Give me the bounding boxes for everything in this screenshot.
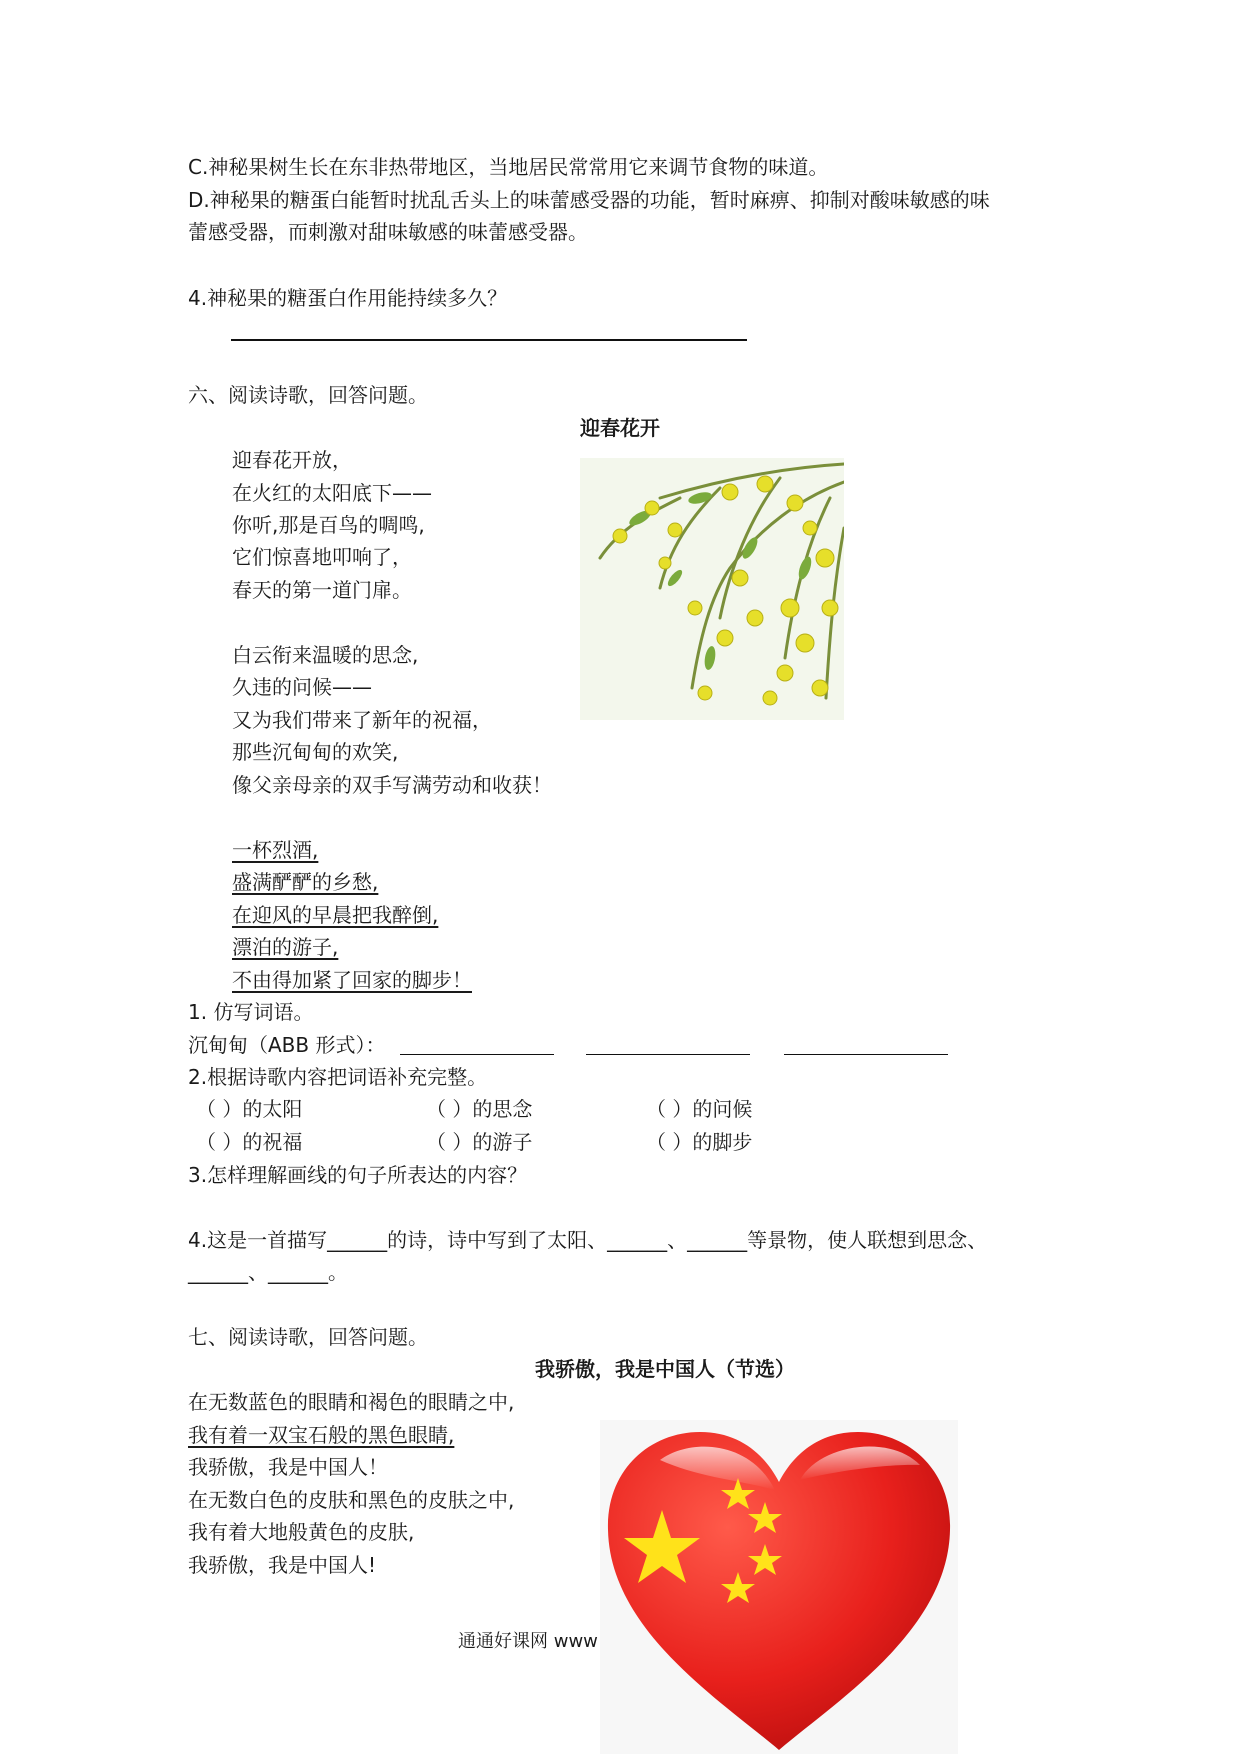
poem-title-yingchun: 迎春花开 — [580, 416, 660, 440]
poem-line: 又为我们带来了新年的祝福， — [232, 708, 492, 732]
answer-blank-line[interactable] — [231, 339, 747, 341]
question-3: 3.怎样理解画线的句子所表达的内容？ — [188, 1163, 528, 1187]
fill-in-blank: （ ）的太阳 — [196, 1097, 303, 1121]
poem-line: 在无数蓝色的眼睛和褐色的眼睛之中, — [188, 1390, 515, 1414]
poem-line: 春天的第一道门扉。 — [232, 578, 412, 602]
footer-text: 通通好课网 www — [458, 1631, 598, 1652]
winter-jasmine-illustration — [580, 458, 844, 720]
poem-line: 我骄傲，我是中国人！ — [188, 1455, 388, 1479]
fill-in-blank: （ ）的祝福 — [196, 1130, 303, 1154]
underlined-poem-line: 我有着一双宝石般的黑色眼睛, — [188, 1423, 455, 1447]
question-2: 2.根据诗歌内容把词语补充完整。 — [188, 1065, 488, 1089]
question-1: 1. 仿写词语。 — [188, 1000, 314, 1024]
answer-blank-2[interactable] — [586, 1054, 750, 1055]
question-4-line1: 4.这是一首描写______的诗，诗中写到了太阳、______、______等景物，使人联想到思念、 — [188, 1228, 988, 1252]
poem-line: 迎春花开放， — [232, 448, 352, 472]
fill-in-blank: （ ）的游子 — [426, 1130, 533, 1154]
poem-line: 在无数白色的皮肤和黑色的皮肤之中, — [188, 1488, 515, 1512]
poem-line: 像父亲母亲的双手写满劳动和收获！ — [232, 773, 552, 797]
fill-in-blank: （ ）的思念 — [426, 1097, 533, 1121]
option-d-line1: D.神秘果的糖蛋白能暂时扰乱舌头上的味蕾感受器的功能，暂时麻痹、抑制对酸味敏感的味 — [188, 188, 990, 212]
option-d-line2: 蕾感受器，而刺激对甜味敏感的味蕾感受器。 — [188, 220, 588, 244]
heart-flag-illustration — [600, 1420, 958, 1754]
fill-in-blank: （ ）的问候 — [646, 1097, 753, 1121]
poem-line: 我有着大地般黄色的皮肤, — [188, 1520, 415, 1544]
section6-heading: 六、阅读诗歌，回答问题。 — [188, 383, 428, 407]
question-4-sec5: 4.神秘果的糖蛋白作用能持续多久？ — [188, 286, 508, 310]
poem-line: 白云衔来温暖的思念, — [232, 643, 419, 667]
poem-line: 在火红的太阳底下—— — [232, 481, 432, 505]
winter-jasmine-image — [580, 458, 844, 720]
option-c: C.神秘果树生长在东非热带地区，当地居民常常用它来调节食物的味道。 — [188, 155, 829, 179]
fill-in-blank: （ ）的脚步 — [646, 1130, 753, 1154]
poem-line: 你听,那是百鸟的啁鸣, — [232, 513, 425, 537]
question-1-prompt: 沉甸甸（ABB 形式）： — [188, 1033, 386, 1057]
section7-heading: 七、阅读诗歌，回答问题。 — [188, 1325, 428, 1349]
underlined-poem-line: 不由得加紧了回家的脚步！ — [232, 968, 472, 992]
heart-flag-image — [600, 1420, 958, 1754]
underlined-poem-line: 漂泊的游子, — [232, 935, 339, 959]
underlined-poem-line: 盛满酽酽的乡愁, — [232, 870, 379, 894]
poem-title-proud: 我骄傲，我是中国人（节选） — [535, 1357, 795, 1381]
answer-blank-3[interactable] — [784, 1054, 948, 1055]
question-4-line2: ______、______。 — [188, 1260, 348, 1284]
poem-line: 我骄傲，我是中国人! — [188, 1553, 377, 1577]
poem-line: 那些沉甸甸的欢笑, — [232, 740, 399, 764]
answer-blank-1[interactable] — [400, 1054, 554, 1055]
poem-line: 久违的问候—— — [232, 675, 372, 699]
underlined-poem-line: 一杯烈酒, — [232, 838, 319, 862]
underlined-poem-line: 在迎风的早晨把我醉倒, — [232, 903, 439, 927]
poem-line: 它们惊喜地叩响了， — [232, 545, 412, 569]
